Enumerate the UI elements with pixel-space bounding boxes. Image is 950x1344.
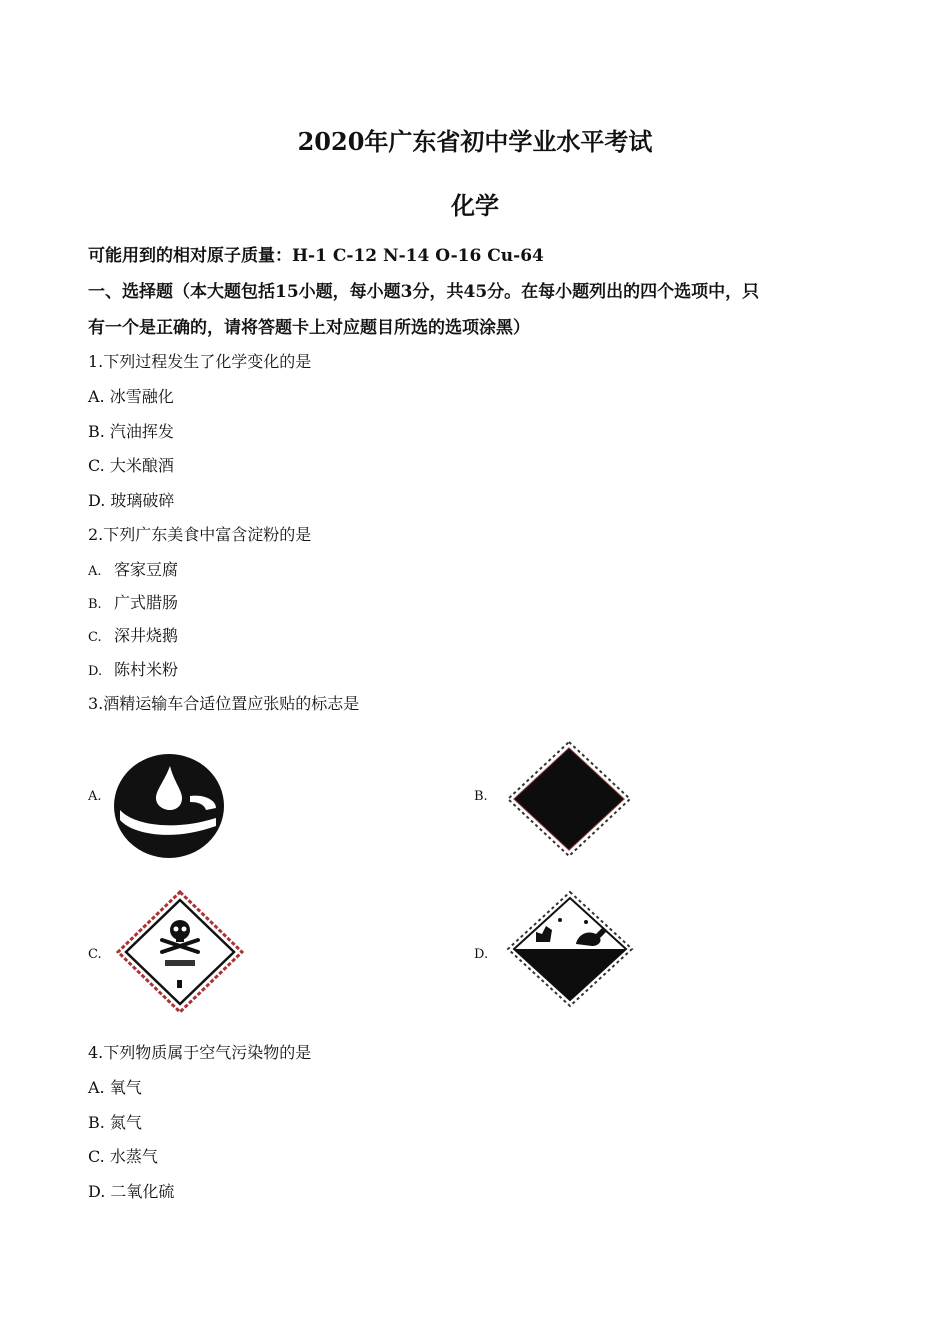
q2-option-d-letter: D.	[88, 664, 103, 679]
q1-option-c: C. 大米酿酒	[88, 456, 174, 475]
q2-option-b-text: 广式腊肠	[114, 593, 179, 612]
question-4-stem: 4.下列物质属于空气污染物的是	[88, 1043, 312, 1062]
q2-option-c-text: 深井烧鹅	[114, 626, 179, 645]
water-reactive-sign-icon	[112, 752, 227, 860]
q2-option-b-letter: B.	[88, 597, 102, 612]
toxic-sign-icon	[116, 890, 244, 1014]
q3-option-a-letter: A.	[88, 789, 102, 804]
q2-option-c-letter: C.	[88, 630, 102, 645]
q1-option-d: D. 玻璃破碎	[88, 491, 175, 510]
q2-option-a	[88, 557, 178, 580]
q2-option-d-text: 陈村米粉	[114, 660, 179, 679]
q3-option-c-letter: C.	[88, 947, 102, 962]
q2-option-a-letter: A.	[88, 564, 102, 579]
q1-option-b: B. 汽油挥发	[88, 422, 174, 441]
q4-option-c: C. 水蒸气	[88, 1147, 158, 1166]
atomic-mass-line: 可能用到的相对原子质量：H-1 C-12 N-14 O-16 Cu-64	[88, 246, 544, 266]
q3-option-b-letter: B.	[474, 789, 488, 804]
section-heading-line1: 一、选择题（本大题包括15小题，每小题3分，共45分。在每小题列出的四个选项中，只	[88, 282, 760, 302]
exam-title: 2020年广东省初中学业水平考试	[297, 127, 653, 156]
q2-option-c	[88, 623, 178, 646]
q3-option-d-letter: D.	[474, 947, 489, 962]
q4-option-b: B. 氮气	[88, 1113, 142, 1132]
section-heading-line2: 有一个是正确的，请将答题卡上对应题目所选的选项涂黑）	[88, 318, 530, 338]
flammable-diamond-sign-icon	[506, 740, 632, 858]
q4-option-d: D. 二氧化硫	[88, 1182, 175, 1201]
question-2-stem: 2.下列广东美食中富含淀粉的是	[88, 525, 312, 544]
question-1-stem: 1.下列过程发生了化学变化的是	[88, 352, 312, 371]
question-3-stem: 3.酒精运输车合适位置应张贴的标志是	[88, 694, 360, 713]
q2-option-b	[88, 590, 178, 613]
corrosive-sign-icon	[506, 890, 634, 1008]
subject-title: 化学	[451, 191, 499, 220]
q4-option-a: A. 氧气	[88, 1078, 142, 1097]
q1-option-a: A. 冰雪融化	[88, 387, 174, 406]
q2-option-d	[88, 657, 178, 680]
q2-option-a-text: 客家豆腐	[114, 560, 179, 579]
